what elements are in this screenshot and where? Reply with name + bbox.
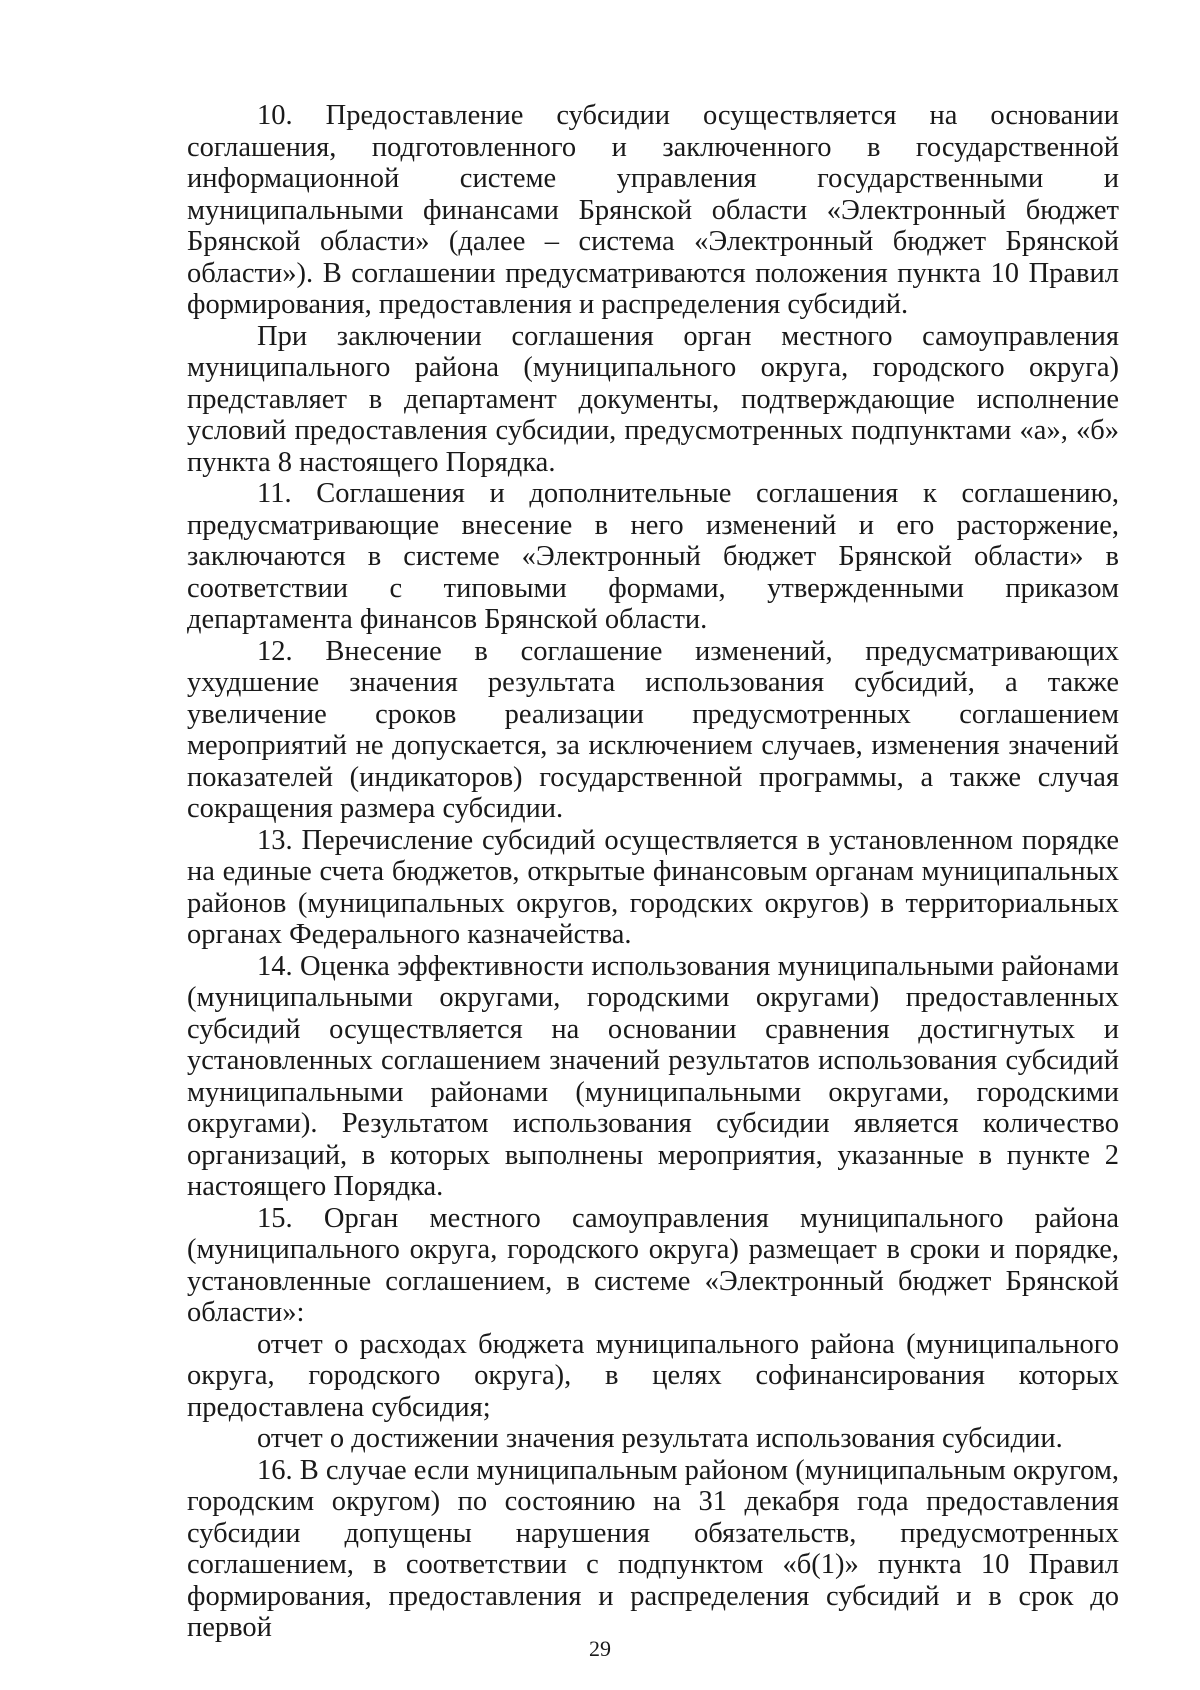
paragraph-14: 14. Оценка эффективности использования муниципальными районами (муниципальными округами, городскими округами) предоставленных субсидий осуществляется на основании сравнения достигнутых и установленных соглашением значений результатов использования субсидий муниципальными районами (муниципальными округами, городскими округами). Результатом использования субсидии является количество организаций, в которых выполнены мероприятия, указанные в пункте 2 настоящего Порядка. (187, 950, 1119, 1202)
paragraph-15-item-expenses-report: отчет о расходах бюджета муниципального района (муниципального округа, городского округа), в целях софинансирования которых предоставлена субсидия; (187, 1328, 1119, 1423)
paragraph-10: 10. Предоставление субсидии осуществляется на основании соглашения, подготовленного и заключенного в государственной информационной системе управления государственными и муниципальными финансами Брянской области «Электронный бюджет Брянской области» (далее – система «Электронный бюджет Брянской области»). В соглашении предусматриваются положения пункта 10 Правил формирования, предоставления и распределения субсидий. (187, 100, 1119, 320)
paragraph-10-continued: При заключении соглашения орган местного самоуправления муниципального района (муниципального округа, городского округа) представляет в департамент документы, подтверждающие исполнение условий предоставления субсидии, предусмотренных подпунктами «а», «б» пункта 8 настоящего Порядка. (187, 320, 1119, 478)
paragraph-13: 13. Перечисление субсидий осуществляется в установленном порядке на единые счета бюджетов, открытые финансовым органам муниципальных районов (муниципальных округов, городских округов) в территориальных органах Федерального казначейства. (187, 824, 1119, 950)
paragraph-11: 11. Соглашения и дополнительные соглашения к соглашению, предусматривающие внесение в него изменений и его расторжение, заключаются в системе «Электронный бюджет Брянской области» в соответствии с типовыми формами, утвержденными приказом департамента финансов Брянской области. (187, 478, 1119, 635)
page-number: 29 (589, 1636, 611, 1661)
paragraph-15: 15. Орган местного самоуправления муниципального района (муниципального округа, городского округа) размещает в сроки и порядке, установленные соглашением, в системе «Электронный бюджет Брянской области»: (187, 1202, 1119, 1328)
paragraph-15-item-result-report: отчет о достижении значения результата использования субсидии. (257, 1423, 1063, 1454)
paragraph-12: 12. Внесение в соглашение изменений, предусматривающих ухудшение значения результата использования субсидий, а также увеличение сроков реализации предусмотренных соглашением мероприятий не допускается, за исключением случаев, изменения значений показателей (индикаторов) государственной программы, а также случая сокращения размера субсидии. (187, 635, 1119, 824)
document-body (187, 100, 1119, 1644)
paragraph-16: 16. В случае если муниципальным районом (муниципальным округом, городским округом) по состоянию на 31 декабря года предоставления субсидии допущены нарушения обязательств, предусмотренных соглашением, в соответствии с подпунктом «б(1)» пункта 10 Правил формирования, предоставления и распределения субсидий и в срок до первой (187, 1454, 1119, 1643)
